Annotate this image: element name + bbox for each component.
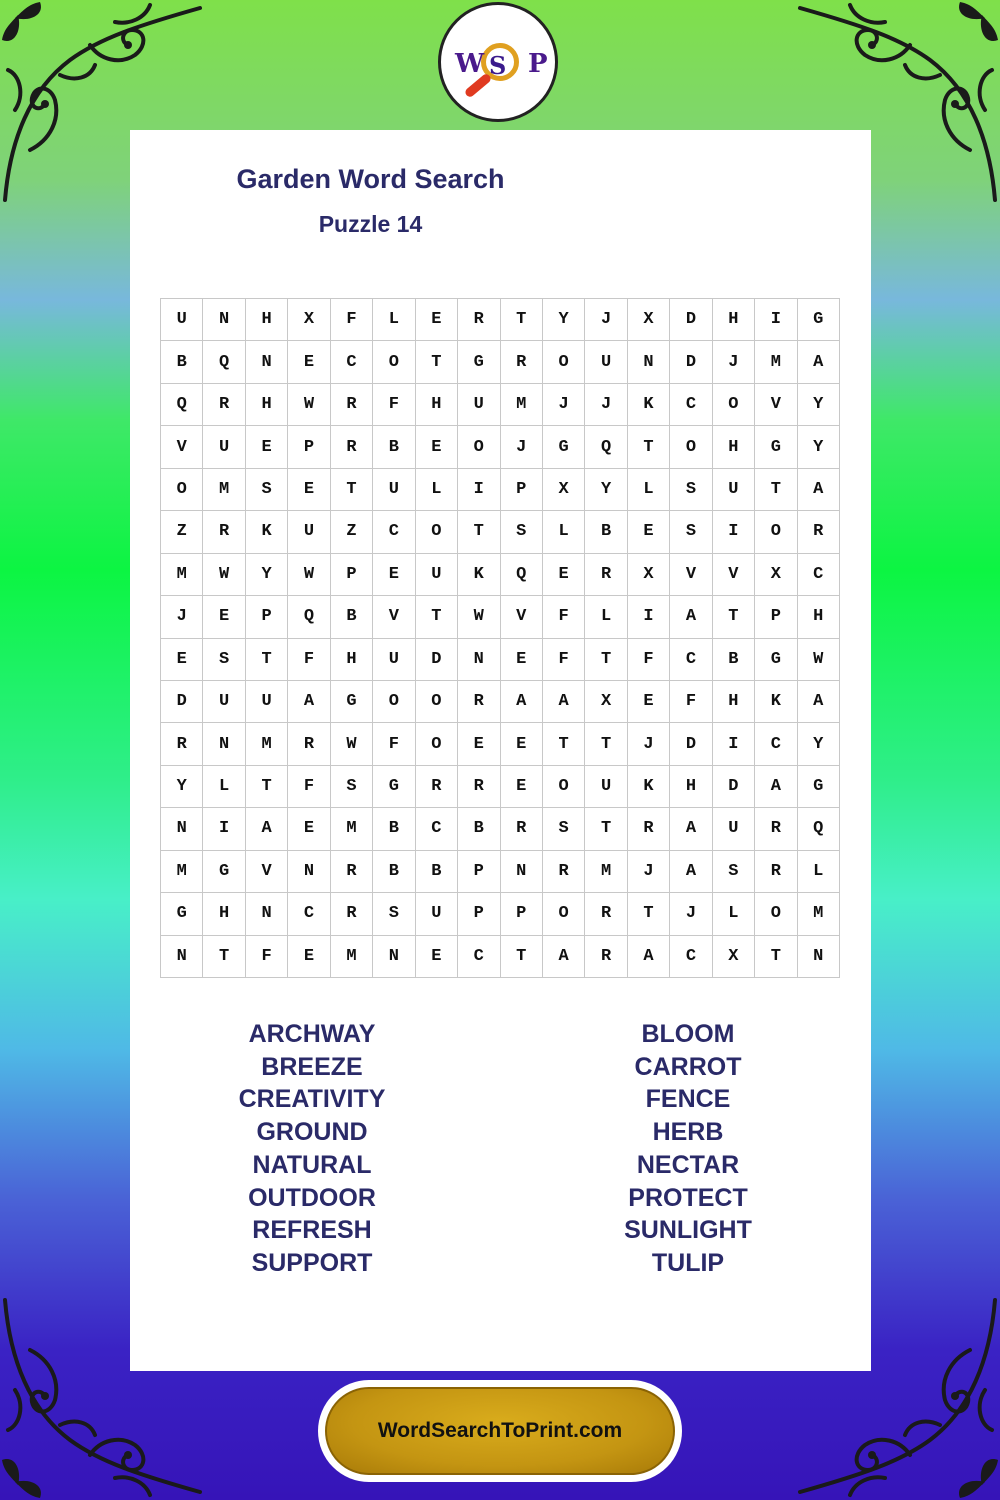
- grid-cell[interactable]: U: [203, 681, 245, 723]
- grid-cell[interactable]: F: [670, 681, 712, 723]
- grid-cell[interactable]: F: [331, 299, 373, 341]
- grid-cell[interactable]: A: [246, 808, 288, 850]
- grid-cell[interactable]: M: [501, 384, 543, 426]
- word-list-item: HERB: [652, 1118, 724, 1147]
- grid-cell[interactable]: C: [670, 936, 712, 978]
- grid-cell[interactable]: X: [628, 554, 670, 596]
- grid-cell[interactable]: T: [331, 469, 373, 511]
- grid-cell[interactable]: X: [543, 469, 585, 511]
- grid-cell[interactable]: T: [585, 808, 627, 850]
- grid-cell[interactable]: G: [458, 341, 500, 383]
- grid-cell[interactable]: Y: [585, 469, 627, 511]
- grid-cell[interactable]: P: [246, 596, 288, 638]
- grid-cell[interactable]: A: [670, 596, 712, 638]
- grid-cell[interactable]: O: [670, 426, 712, 468]
- grid-cell[interactable]: O: [373, 341, 415, 383]
- grid-cell[interactable]: B: [331, 596, 373, 638]
- grid-cell[interactable]: E: [543, 554, 585, 596]
- word-list-item: SUNLIGHT: [624, 1216, 752, 1245]
- grid-cell[interactable]: C: [416, 808, 458, 850]
- grid-cell[interactable]: T: [416, 596, 458, 638]
- grid-cell[interactable]: U: [288, 511, 330, 553]
- grid-cell[interactable]: N: [203, 723, 245, 765]
- grid-cell[interactable]: E: [288, 808, 330, 850]
- grid-cell[interactable]: Y: [798, 723, 840, 765]
- grid-cell[interactable]: S: [246, 469, 288, 511]
- grid-cell[interactable]: O: [543, 893, 585, 935]
- grid-cell[interactable]: Q: [798, 808, 840, 850]
- grid-cell[interactable]: G: [798, 299, 840, 341]
- grid-cell[interactable]: C: [670, 384, 712, 426]
- grid-cell[interactable]: N: [798, 936, 840, 978]
- grid-cell[interactable]: T: [246, 639, 288, 681]
- grid-cell[interactable]: Y: [161, 766, 203, 808]
- grid-cell[interactable]: K: [628, 766, 670, 808]
- grid-cell[interactable]: X: [755, 554, 797, 596]
- puzzle-title: Garden Word Search: [236, 164, 505, 194]
- grid-cell[interactable]: N: [373, 936, 415, 978]
- logo-letter-w: W: [455, 49, 485, 79]
- grid-cell[interactable]: C: [331, 341, 373, 383]
- grid-cell[interactable]: N: [246, 893, 288, 935]
- grid-cell[interactable]: I: [203, 808, 245, 850]
- grid-cell[interactable]: L: [628, 469, 670, 511]
- word-list-left: [162, 1018, 462, 1280]
- grid-cell[interactable]: N: [501, 851, 543, 893]
- grid-cell[interactable]: G: [755, 426, 797, 468]
- grid-cell[interactable]: C: [288, 893, 330, 935]
- grid-cell[interactable]: F: [543, 596, 585, 638]
- grid-cell[interactable]: D: [670, 723, 712, 765]
- grid-cell[interactable]: R: [288, 723, 330, 765]
- grid-cell[interactable]: T: [416, 341, 458, 383]
- grid-cell[interactable]: Y: [246, 554, 288, 596]
- grid-cell[interactable]: P: [501, 469, 543, 511]
- grid-cell[interactable]: K: [458, 554, 500, 596]
- grid-cell[interactable]: S: [543, 808, 585, 850]
- grid-cell[interactable]: Q: [161, 384, 203, 426]
- grid-cell[interactable]: Z: [331, 511, 373, 553]
- grid-cell[interactable]: G: [203, 851, 245, 893]
- grid-cell[interactable]: Y: [543, 299, 585, 341]
- grid-cell[interactable]: M: [798, 893, 840, 935]
- grid-cell[interactable]: R: [203, 384, 245, 426]
- grid-cell[interactable]: O: [416, 723, 458, 765]
- grid-cell[interactable]: E: [288, 341, 330, 383]
- grid-cell[interactable]: R: [585, 893, 627, 935]
- grid-cell[interactable]: T: [713, 596, 755, 638]
- grid-cell[interactable]: E: [416, 936, 458, 978]
- word-list-item: NATURAL: [252, 1150, 372, 1179]
- grid-cell[interactable]: L: [713, 893, 755, 935]
- grid-cell[interactable]: R: [203, 511, 245, 553]
- grid-cell[interactable]: H: [331, 639, 373, 681]
- grid-cell[interactable]: Q: [203, 341, 245, 383]
- grid-cell[interactable]: E: [416, 299, 458, 341]
- grid-cell[interactable]: E: [161, 639, 203, 681]
- word-list-item: BLOOM: [641, 1020, 735, 1048]
- grid-cell[interactable]: T: [501, 299, 543, 341]
- grid-cell[interactable]: Z: [161, 511, 203, 553]
- grid-cell[interactable]: R: [585, 554, 627, 596]
- grid-cell[interactable]: J: [543, 384, 585, 426]
- grid-cell[interactable]: M: [585, 851, 627, 893]
- grid-cell[interactable]: U: [203, 426, 245, 468]
- grid-cell[interactable]: P: [458, 851, 500, 893]
- grid-cell[interactable]: E: [416, 426, 458, 468]
- grid-cell[interactable]: E: [501, 723, 543, 765]
- grid-cell[interactable]: L: [798, 851, 840, 893]
- grid-cell[interactable]: R: [331, 893, 373, 935]
- grid-cell[interactable]: U: [246, 681, 288, 723]
- grid-cell[interactable]: V: [373, 596, 415, 638]
- grid-cell[interactable]: N: [203, 299, 245, 341]
- grid-cell[interactable]: G: [543, 426, 585, 468]
- grid-cell[interactable]: J: [628, 723, 670, 765]
- grid-cell[interactable]: L: [585, 596, 627, 638]
- grid-cell[interactable]: D: [713, 766, 755, 808]
- grid-cell[interactable]: L: [543, 511, 585, 553]
- grid-cell[interactable]: F: [373, 723, 415, 765]
- grid-cell[interactable]: H: [416, 384, 458, 426]
- word-list-item: REFRESH: [252, 1216, 372, 1245]
- grid-cell[interactable]: E: [501, 639, 543, 681]
- grid-cell[interactable]: P: [755, 596, 797, 638]
- grid-cell[interactable]: E: [203, 596, 245, 638]
- grid-cell[interactable]: S: [670, 469, 712, 511]
- grid-cell[interactable]: C: [755, 723, 797, 765]
- grid-cell[interactable]: A: [798, 341, 840, 383]
- website-button-face[interactable]: [325, 1387, 675, 1475]
- grid-cell[interactable]: G: [755, 639, 797, 681]
- word-list-item: ARCHWAY: [248, 1020, 376, 1048]
- grid-cell[interactable]: M: [246, 723, 288, 765]
- grid-cell[interactable]: A: [798, 681, 840, 723]
- grid-cell[interactable]: K: [628, 384, 670, 426]
- grid-cell[interactable]: A: [543, 681, 585, 723]
- grid-cell[interactable]: B: [713, 639, 755, 681]
- word-list-item: GROUND: [256, 1118, 368, 1147]
- grid-cell[interactable]: R: [458, 299, 500, 341]
- puzzle-subtitle: Puzzle 14: [318, 211, 423, 237]
- grid-cell[interactable]: E: [501, 766, 543, 808]
- grid-cell[interactable]: R: [331, 426, 373, 468]
- grid-cell[interactable]: T: [501, 936, 543, 978]
- grid-cell[interactable]: R: [543, 851, 585, 893]
- grid-cell[interactable]: U: [416, 893, 458, 935]
- grid-cell[interactable]: O: [416, 681, 458, 723]
- grid-cell[interactable]: G: [798, 766, 840, 808]
- grid-cell[interactable]: E: [458, 723, 500, 765]
- word-list-item: FENCE: [645, 1085, 731, 1114]
- word-list-item: PROTECT: [628, 1183, 748, 1212]
- grid-cell[interactable]: V: [246, 851, 288, 893]
- grid-cell[interactable]: R: [458, 766, 500, 808]
- grid-cell[interactable]: H: [713, 681, 755, 723]
- grid-cell[interactable]: N: [628, 341, 670, 383]
- grid-cell[interactable]: U: [458, 384, 500, 426]
- grid-cell[interactable]: A: [501, 681, 543, 723]
- grid-cell[interactable]: V: [670, 554, 712, 596]
- grid-cell[interactable]: I: [458, 469, 500, 511]
- grid-cell[interactable]: T: [203, 936, 245, 978]
- grid-cell[interactable]: R: [585, 936, 627, 978]
- grid-cell[interactable]: R: [331, 851, 373, 893]
- grid-cell[interactable]: Y: [798, 426, 840, 468]
- grid-cell[interactable]: F: [373, 384, 415, 426]
- grid-cell[interactable]: N: [458, 639, 500, 681]
- grid-cell[interactable]: E: [288, 936, 330, 978]
- grid-cell[interactable]: K: [246, 511, 288, 553]
- word-list-item: SUPPORT: [251, 1248, 373, 1277]
- grid-cell[interactable]: C: [798, 554, 840, 596]
- grid-cell[interactable]: O: [713, 384, 755, 426]
- grid-cell[interactable]: X: [585, 681, 627, 723]
- grid-cell[interactable]: I: [713, 723, 755, 765]
- grid-cell[interactable]: N: [246, 341, 288, 383]
- grid-cell[interactable]: T: [585, 723, 627, 765]
- grid-cell[interactable]: S: [373, 893, 415, 935]
- grid-cell[interactable]: W: [331, 723, 373, 765]
- grid-cell[interactable]: T: [543, 723, 585, 765]
- grid-cell[interactable]: O: [543, 341, 585, 383]
- grid-cell[interactable]: H: [203, 893, 245, 935]
- grid-cell[interactable]: K: [755, 681, 797, 723]
- grid-cell[interactable]: U: [416, 554, 458, 596]
- grid-cell[interactable]: O: [458, 426, 500, 468]
- grid-cell[interactable]: D: [416, 639, 458, 681]
- grid-cell[interactable]: I: [713, 511, 755, 553]
- grid-cell[interactable]: R: [628, 808, 670, 850]
- grid-cell[interactable]: H: [246, 299, 288, 341]
- grid-cell[interactable]: B: [161, 341, 203, 383]
- grid-cell[interactable]: W: [288, 554, 330, 596]
- grid-cell[interactable]: L: [416, 469, 458, 511]
- grid-cell[interactable]: W: [288, 384, 330, 426]
- grid-cell[interactable]: L: [373, 299, 415, 341]
- grid-cell[interactable]: H: [798, 596, 840, 638]
- grid-cell[interactable]: V: [713, 554, 755, 596]
- grid-cell[interactable]: V: [755, 384, 797, 426]
- grid-cell[interactable]: M: [755, 341, 797, 383]
- word-list-right: [538, 1018, 838, 1280]
- grid-cell[interactable]: B: [416, 851, 458, 893]
- grid-cell[interactable]: M: [161, 851, 203, 893]
- grid-cell[interactable]: M: [331, 936, 373, 978]
- grid-cell[interactable]: O: [755, 511, 797, 553]
- grid-cell[interactable]: C: [670, 639, 712, 681]
- grid-cell[interactable]: R: [755, 808, 797, 850]
- grid-cell[interactable]: O: [373, 681, 415, 723]
- grid-cell[interactable]: N: [161, 936, 203, 978]
- grid-cell[interactable]: M: [331, 808, 373, 850]
- site-logo[interactable]: [438, 2, 558, 122]
- grid-cell[interactable]: G: [373, 766, 415, 808]
- grid-cell[interactable]: O: [543, 766, 585, 808]
- grid-cell[interactable]: E: [628, 681, 670, 723]
- grid-cell[interactable]: B: [585, 511, 627, 553]
- grid-cell[interactable]: J: [670, 893, 712, 935]
- grid-cell[interactable]: S: [331, 766, 373, 808]
- grid-cell[interactable]: T: [246, 766, 288, 808]
- grid-cell[interactable]: W: [798, 639, 840, 681]
- grid-cell[interactable]: J: [585, 299, 627, 341]
- word-list-item: TULIP: [651, 1248, 725, 1277]
- grid-cell[interactable]: R: [416, 766, 458, 808]
- grid-cell[interactable]: M: [161, 554, 203, 596]
- grid-cell[interactable]: X: [713, 936, 755, 978]
- grid-cell[interactable]: U: [161, 299, 203, 341]
- grid-cell[interactable]: R: [501, 341, 543, 383]
- grid-cell[interactable]: J: [585, 384, 627, 426]
- grid-cell[interactable]: R: [458, 681, 500, 723]
- word-list-item: NECTAR: [636, 1150, 740, 1179]
- grid-cell[interactable]: P: [288, 426, 330, 468]
- grid-cell[interactable]: Q: [288, 596, 330, 638]
- grid-cell[interactable]: X: [628, 299, 670, 341]
- grid-cell[interactable]: B: [373, 426, 415, 468]
- grid-cell[interactable]: B: [373, 808, 415, 850]
- grid-cell[interactable]: F: [628, 639, 670, 681]
- grid-cell[interactable]: V: [501, 596, 543, 638]
- grid-cell[interactable]: J: [628, 851, 670, 893]
- grid-cell[interactable]: L: [203, 766, 245, 808]
- grid-cell[interactable]: H: [246, 384, 288, 426]
- website-button-label: WordSearchToPrint.com: [377, 1419, 623, 1442]
- grid-cell[interactable]: A: [628, 936, 670, 978]
- grid-cell[interactable]: A: [755, 766, 797, 808]
- grid-cell[interactable]: D: [670, 299, 712, 341]
- grid-cell[interactable]: R: [161, 723, 203, 765]
- grid-cell[interactable]: F: [288, 639, 330, 681]
- grid-cell[interactable]: I: [628, 596, 670, 638]
- grid-cell[interactable]: T: [458, 511, 500, 553]
- grid-cell[interactable]: A: [543, 936, 585, 978]
- grid-cell[interactable]: T: [628, 893, 670, 935]
- grid-cell[interactable]: Q: [585, 426, 627, 468]
- grid-cell[interactable]: S: [670, 511, 712, 553]
- grid-cell[interactable]: M: [203, 469, 245, 511]
- grid-cell[interactable]: O: [161, 469, 203, 511]
- logo-letter-p: P: [528, 49, 548, 79]
- grid-cell[interactable]: G: [331, 681, 373, 723]
- grid-cell[interactable]: H: [670, 766, 712, 808]
- grid-cell[interactable]: X: [288, 299, 330, 341]
- grid-cell[interactable]: C: [373, 511, 415, 553]
- grid-cell[interactable]: S: [501, 511, 543, 553]
- grid-cell[interactable]: S: [203, 639, 245, 681]
- grid-cell[interactable]: U: [585, 766, 627, 808]
- website-button[interactable]: [318, 1380, 682, 1482]
- grid-cell[interactable]: P: [458, 893, 500, 935]
- word-list-item: CARROT: [634, 1052, 742, 1081]
- grid-cell[interactable]: J: [161, 596, 203, 638]
- grid-cell[interactable]: H: [713, 299, 755, 341]
- grid-cell[interactable]: T: [755, 936, 797, 978]
- grid-cell[interactable]: N: [161, 808, 203, 850]
- grid-cell[interactable]: G: [161, 893, 203, 935]
- grid-cell[interactable]: O: [755, 893, 797, 935]
- grid-cell[interactable]: E: [628, 511, 670, 553]
- grid-cell[interactable]: E: [288, 469, 330, 511]
- grid-cell[interactable]: D: [161, 681, 203, 723]
- grid-cell[interactable]: F: [288, 766, 330, 808]
- grid-cell[interactable]: V: [161, 426, 203, 468]
- grid-cell[interactable]: C: [458, 936, 500, 978]
- grid-cell[interactable]: E: [246, 426, 288, 468]
- grid-cell[interactable]: F: [246, 936, 288, 978]
- grid-cell[interactable]: W: [203, 554, 245, 596]
- grid-cell[interactable]: U: [713, 808, 755, 850]
- grid-cell[interactable]: A: [798, 469, 840, 511]
- grid-cell[interactable]: I: [755, 299, 797, 341]
- word-list-item: CREATIVITY: [238, 1085, 386, 1114]
- grid-cell[interactable]: J: [501, 426, 543, 468]
- grid-cell[interactable]: J: [713, 341, 755, 383]
- grid-cell[interactable]: U: [713, 469, 755, 511]
- grid-cell[interactable]: E: [373, 554, 415, 596]
- grid-cell[interactable]: O: [416, 511, 458, 553]
- grid-cell[interactable]: Y: [798, 384, 840, 426]
- grid-cell[interactable]: U: [373, 469, 415, 511]
- grid-cell[interactable]: T: [628, 426, 670, 468]
- grid-cell[interactable]: H: [713, 426, 755, 468]
- grid-cell[interactable]: N: [288, 851, 330, 893]
- grid-cell[interactable]: T: [585, 639, 627, 681]
- grid-cell[interactable]: U: [373, 639, 415, 681]
- grid-cell[interactable]: A: [670, 808, 712, 850]
- grid-cell[interactable]: U: [585, 341, 627, 383]
- grid-cell[interactable]: B: [458, 808, 500, 850]
- logo-letter-s: S: [489, 51, 507, 80]
- grid-cell[interactable]: R: [331, 384, 373, 426]
- grid-cell[interactable]: F: [543, 639, 585, 681]
- grid-cell[interactable]: A: [670, 851, 712, 893]
- grid-cell[interactable]: B: [373, 851, 415, 893]
- grid-cell[interactable]: T: [755, 469, 797, 511]
- grid-cell[interactable]: S: [713, 851, 755, 893]
- grid-cell[interactable]: Q: [501, 554, 543, 596]
- grid-cell[interactable]: D: [670, 341, 712, 383]
- word-list-item: BREEZE: [261, 1052, 363, 1081]
- grid-cell[interactable]: A: [288, 681, 330, 723]
- word-list-item: OUTDOOR: [248, 1183, 376, 1212]
- grid-cell[interactable]: R: [501, 808, 543, 850]
- grid-cell[interactable]: R: [755, 851, 797, 893]
- letter-grid: [160, 298, 840, 978]
- grid-cell[interactable]: P: [501, 893, 543, 935]
- grid-cell[interactable]: W: [458, 596, 500, 638]
- grid-cell[interactable]: R: [798, 511, 840, 553]
- grid-cell[interactable]: P: [331, 554, 373, 596]
